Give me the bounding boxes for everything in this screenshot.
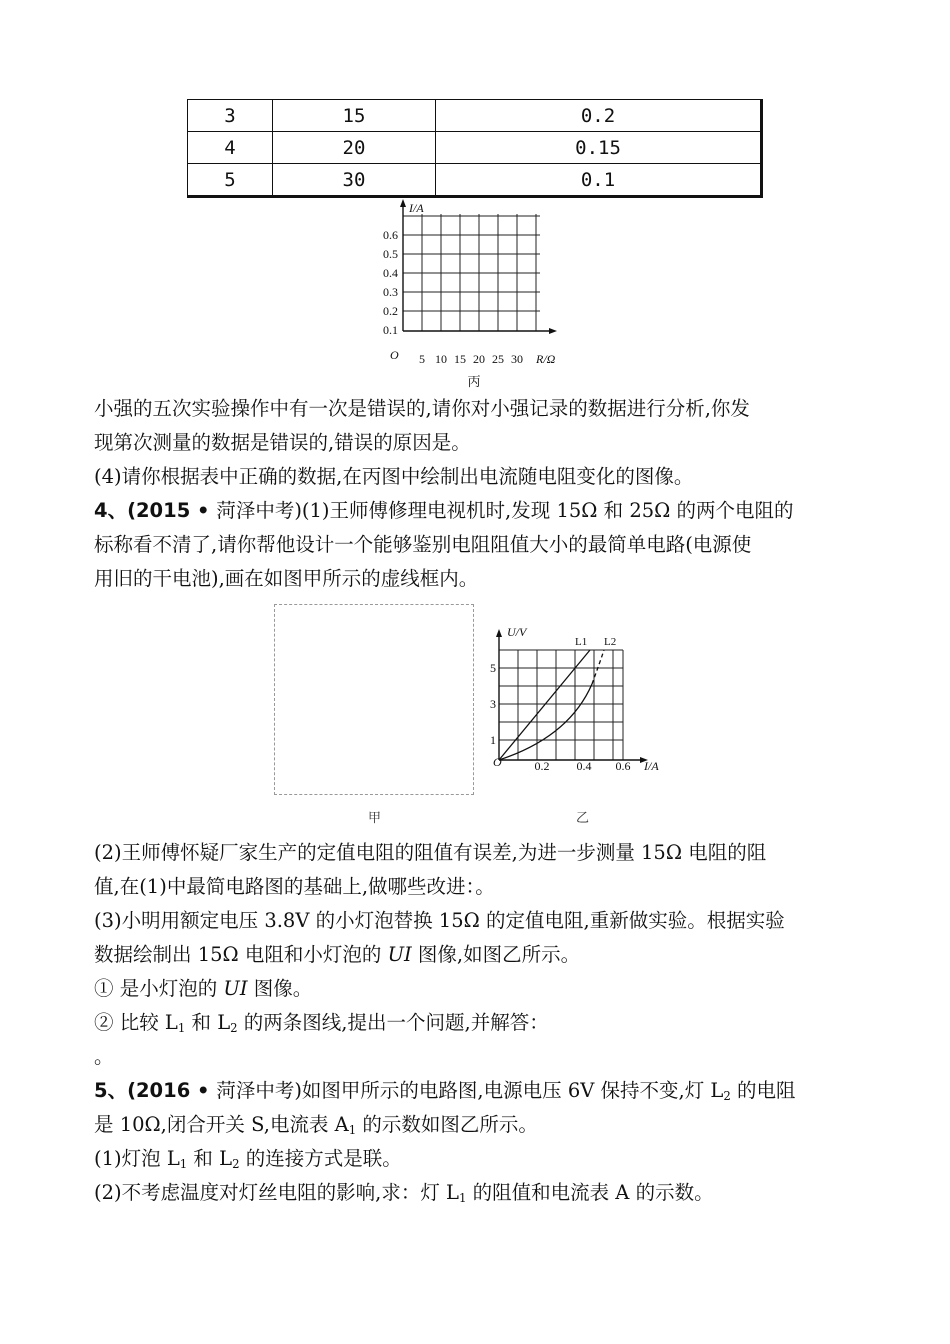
y-tick-label: 0.5 bbox=[383, 247, 398, 261]
y-axis-label: U/V bbox=[507, 625, 527, 639]
question-text: (1)王师傅修理电视机时,发现 15Ω 和 25Ω 的两个电阻的 bbox=[301, 499, 794, 522]
text-span: 的两条图线,提出一个问题,并解答： bbox=[237, 1011, 549, 1034]
x-tick-label: 20 bbox=[473, 352, 485, 366]
table-cell: 30 bbox=[272, 164, 435, 197]
question-source: (2015 • bbox=[127, 499, 217, 522]
paragraph bbox=[94, 1176, 714, 1215]
circuit-drawing-box[interactable] bbox=[274, 604, 474, 795]
line-l1 bbox=[499, 650, 590, 760]
table-row bbox=[188, 132, 762, 164]
paragraph: 。 bbox=[94, 1045, 114, 1068]
table-row bbox=[188, 164, 762, 197]
text-span: 图像。 bbox=[247, 977, 313, 1000]
text-span: 和 L bbox=[185, 1011, 231, 1034]
paragraph: 小强的五次实验操作中有一次是错误的,请你对小强记录的数据进行分析,你发 bbox=[94, 397, 750, 420]
paragraph bbox=[94, 1006, 549, 1045]
table-row bbox=[188, 100, 762, 132]
x-tick-label: 15 bbox=[454, 352, 466, 366]
question-source-b: 菏泽中考) bbox=[216, 499, 302, 522]
paragraph: 标称看不清了,请你帮他设计一个能够鉴别电阻阻值大小的最简单电路(电源使 bbox=[94, 533, 752, 556]
line-label: L2 bbox=[604, 636, 617, 648]
paragraph: 现第次测量的数据是错误的,错误的原因是。 bbox=[94, 431, 471, 454]
y-axis-label: I/A bbox=[409, 201, 424, 215]
paragraph: 用旧的干电池),画在如图甲所示的虚线框内。 bbox=[94, 567, 479, 590]
x-tick-label: 30 bbox=[511, 352, 523, 366]
table-cell: 15 bbox=[272, 100, 435, 132]
text-span: 和 L bbox=[187, 1147, 233, 1170]
paragraph: (3)小明用额定电压 3.8V 的小灯泡替换 15Ω 的定值电阻,重新做实验。根据实验 bbox=[94, 909, 785, 932]
text-span: 的电阻 bbox=[730, 1079, 796, 1102]
table-cell: 0.2 bbox=[436, 100, 762, 132]
y-tick-label: 1 bbox=[490, 733, 496, 747]
subscript: 2 bbox=[232, 1156, 240, 1171]
text-span: 的示数如图乙所示。 bbox=[356, 1113, 538, 1136]
subscript: 1 bbox=[458, 1190, 467, 1205]
table-cell: 20 bbox=[272, 132, 435, 164]
y-tick-label: 0.4 bbox=[383, 266, 398, 280]
text-span: (1)灯泡 L bbox=[94, 1147, 180, 1170]
text-span: (2)不考虑温度对灯丝电阻的影响,求：灯 L bbox=[94, 1181, 459, 1204]
x-tick-label: 5 bbox=[419, 352, 425, 366]
subscript: 1 bbox=[348, 1122, 357, 1137]
x-tick-label: 0.4 bbox=[576, 759, 592, 773]
text-span: 图像,如图乙所示。 bbox=[411, 943, 581, 966]
y-tick-label: 0.6 bbox=[383, 228, 398, 242]
graph-yi bbox=[484, 622, 684, 777]
table-cell: 5 bbox=[188, 164, 273, 197]
question-number: 5、 bbox=[94, 1079, 128, 1102]
paragraph bbox=[94, 972, 312, 1006]
origin-label: O bbox=[493, 755, 502, 769]
subscript: 1 bbox=[177, 1020, 186, 1035]
paragraph bbox=[94, 938, 580, 972]
text-span: ① 是小灯泡的 bbox=[94, 977, 224, 1000]
y-tick-label: 0.1 bbox=[383, 323, 398, 337]
x-tick-label: 10 bbox=[435, 352, 447, 366]
data-table bbox=[187, 99, 763, 198]
question-number: 4、 bbox=[94, 499, 128, 522]
table-cell: 3 bbox=[188, 100, 273, 132]
question-source: (2016 • bbox=[127, 1079, 217, 1102]
x-axis-label: I/A bbox=[644, 759, 659, 773]
text-span: 数据绘制出 15Ω 电阻和小灯泡的 bbox=[94, 943, 388, 966]
y-tick-label: 5 bbox=[490, 661, 496, 675]
y-tick-label: 0.3 bbox=[383, 285, 398, 299]
italic-term: UI bbox=[223, 977, 248, 1000]
question-4-line bbox=[94, 494, 794, 528]
text-span: ② 比较 L bbox=[94, 1011, 178, 1034]
table-cell: 4 bbox=[188, 132, 273, 164]
paragraph: 值,在(1)中最简电路图的基础上,做哪些改进：。 bbox=[94, 875, 495, 898]
figure-caption: 丙 bbox=[467, 374, 481, 389]
text-span: 的阻值和电流表 A 的示数。 bbox=[466, 1181, 714, 1204]
text-span: 的连接方式是联。 bbox=[239, 1147, 402, 1170]
x-tick-label: 0.6 bbox=[615, 759, 631, 773]
subscript: 2 bbox=[723, 1088, 731, 1103]
figure-caption: 乙 bbox=[576, 811, 590, 826]
x-axis-label: R/Ω bbox=[536, 352, 556, 366]
x-tick-label: 0.2 bbox=[534, 759, 550, 773]
italic-term: UI bbox=[387, 943, 412, 966]
question-source-b: 菏泽中考) bbox=[216, 1079, 302, 1102]
text-span: 如图甲所示的电路图,电源电压 6V 保持不变,灯 L bbox=[301, 1079, 724, 1102]
line-label: L1 bbox=[575, 636, 588, 648]
y-tick-label: 0.2 bbox=[383, 304, 398, 318]
subscript: 2 bbox=[230, 1020, 238, 1035]
x-tick-label: 25 bbox=[492, 352, 504, 366]
subscript: 1 bbox=[179, 1156, 188, 1171]
graph-bing bbox=[372, 197, 582, 393]
table-cell: 0.1 bbox=[436, 164, 762, 197]
figure-caption: 甲 bbox=[368, 811, 382, 826]
origin-label: O bbox=[390, 348, 399, 362]
text-span: 是 10Ω,闭合开关 S,电流表 A bbox=[94, 1113, 349, 1136]
paragraph: (2)王师傅怀疑厂家生产的定值电阻的阻值有误差,为进一步测量 15Ω 电阻的阻 bbox=[94, 841, 767, 864]
paragraph: (4)请你根据表中正确的数据,在丙图中绘制出电流随电阻变化的图像。 bbox=[94, 465, 694, 488]
y-tick-label: 3 bbox=[490, 697, 496, 711]
table-cell: 0.15 bbox=[436, 132, 762, 164]
